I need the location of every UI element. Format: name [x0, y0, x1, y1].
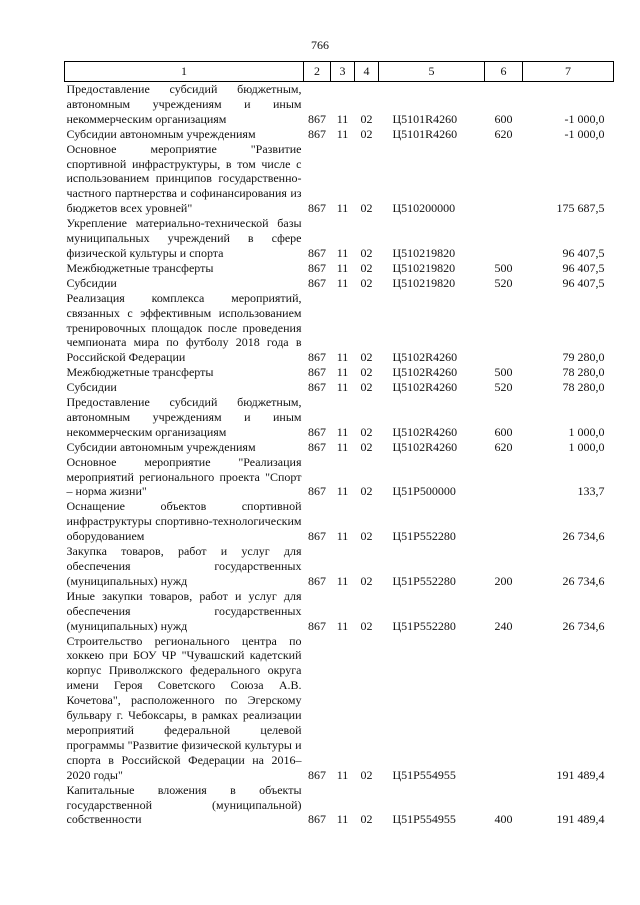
- row-section-code: 11: [336, 111, 349, 126]
- row-section-code: 11: [336, 484, 349, 499]
- row-amount: 191 489,4: [556, 812, 605, 827]
- table-body: [65, 82, 614, 828]
- table-row: [65, 365, 614, 380]
- row-ministry-code: 867: [308, 573, 326, 588]
- row-section-code: 11: [336, 350, 349, 365]
- row-section-code: 11: [336, 812, 349, 827]
- table-row: [65, 261, 614, 276]
- row-target-article: Ц5102R4260: [392, 439, 458, 454]
- row-item-name: Предоставление субсидий бюджетным, автономным учреждениям и иным некоммерческим организациям: [66, 82, 302, 126]
- row-target-article: Ц51Р552280: [392, 529, 456, 544]
- row-subsection-code: 02: [360, 573, 373, 588]
- row-subsection-code: 02: [360, 111, 373, 126]
- table-row: [65, 380, 614, 395]
- row-subsection-code: 02: [360, 260, 373, 275]
- row-subsection-code: 02: [360, 618, 373, 633]
- row-target-article: Ц51Р500000: [392, 484, 456, 499]
- row-ministry-code: 867: [308, 380, 326, 395]
- row-amount: -1 000,0: [564, 111, 605, 126]
- table-row: [65, 589, 614, 634]
- row-amount: 96 407,5: [562, 275, 605, 290]
- row-amount: 78 280,0: [562, 365, 605, 380]
- row-section-code: 11: [336, 275, 349, 290]
- row-subsection-code: 02: [360, 126, 373, 141]
- row-target-article: Ц5102R4260: [392, 424, 458, 439]
- row-item-name: Закупка товаров, работ и услуг для обеспечения государственных (муниципальных) нужд: [66, 544, 302, 588]
- row-item-name: Капитальные вложения в объекты государственной (муниципальной) собственности: [66, 782, 302, 827]
- row-subsection-code: 02: [360, 350, 373, 365]
- row-subsection-code: 02: [360, 365, 373, 380]
- row-expense-type: 240: [494, 618, 513, 633]
- row-expense-type: 200: [494, 573, 513, 588]
- row-expense-type: 500: [494, 365, 513, 380]
- row-amount: 78 280,0: [562, 380, 605, 395]
- row-subsection-code: 02: [360, 424, 373, 439]
- row-expense-type: [485, 455, 523, 500]
- row-expense-type: 400: [494, 812, 513, 827]
- row-target-article: Ц510219820: [392, 260, 456, 275]
- row-target-article: Ц5102R4260: [392, 380, 458, 395]
- table-row: [65, 142, 614, 217]
- table-row: [65, 440, 614, 455]
- row-item-name: Межбюджетные трансферты: [66, 365, 214, 380]
- row-ministry-code: 867: [308, 529, 326, 544]
- row-section-code: 11: [336, 365, 349, 380]
- row-subsection-code: 02: [360, 767, 373, 782]
- row-subsection-code: 02: [360, 275, 373, 290]
- row-ministry-code: 867: [308, 365, 326, 380]
- table-row: [65, 544, 614, 589]
- row-ministry-code: 867: [308, 812, 326, 827]
- row-amount: 26 734,6: [562, 618, 605, 633]
- row-item-name: Основное мероприятие "Реализация мероприятий регионального проекта "Спорт – норма жизни": [66, 454, 302, 499]
- row-target-article: Ц51Р554955: [392, 767, 456, 782]
- row-expense-type: [485, 142, 523, 217]
- row-ministry-code: 867: [308, 245, 326, 260]
- row-item-name: Межбюджетные трансферты: [66, 260, 214, 275]
- row-section-code: 11: [336, 380, 349, 395]
- row-amount: 1 000,0: [568, 424, 605, 439]
- row-section-code: 11: [336, 767, 349, 782]
- row-item-name: Строительство регионального центра по хоккею при БОУ ЧР "Чувашский кадетский корпус Приволжского федерального округа имени Героя Советского Союза А.В. Кочетова", расположенного по Эгерскому бульвару г. Чебоксары, в рамках реализации мероприятий федеральной целевой программы "Развитие физической культуры и спорта в Российской Федерации на 2016–2020 годы": [66, 633, 302, 782]
- row-section-code: 11: [336, 573, 349, 588]
- row-item-name: Субсидии: [66, 380, 117, 395]
- row-subsection-code: 02: [360, 529, 373, 544]
- row-item-name: Реализация комплекса мероприятий, связанных с эффективным использованием тренировочных площадок после проведения чемпионата мира по футболу 2018 года в Российской Федерации: [66, 290, 302, 365]
- row-ministry-code: 867: [308, 111, 326, 126]
- row-target-article: Ц51Р554955: [392, 812, 456, 827]
- row-item-name: Оснащение объектов спортивной инфраструктуры спортивно-технологическим оборудованием: [66, 499, 302, 544]
- row-target-article: Ц5102R4260: [392, 365, 458, 380]
- row-ministry-code: 867: [308, 424, 326, 439]
- table-row: [65, 499, 614, 544]
- row-item-name: Субсидии автономным учреждениям: [66, 126, 256, 141]
- row-amount: 96 407,5: [562, 245, 605, 260]
- row-ministry-code: 867: [308, 618, 326, 633]
- row-section-code: 11: [336, 245, 349, 260]
- row-amount: -1 000,0: [564, 126, 605, 141]
- column-header: 1: [65, 62, 304, 82]
- row-item-name: Укрепление материально-технической базы муниципальных учреждений в сфере физической культуры и спорта: [66, 216, 302, 260]
- table-row: [65, 455, 614, 500]
- row-amount: 96 407,5: [562, 260, 605, 275]
- row-expense-type: [485, 634, 523, 783]
- column-header: 6: [485, 62, 523, 82]
- row-amount: 26 734,6: [562, 573, 605, 588]
- column-header: 2: [304, 62, 331, 82]
- row-item-name: Субсидии: [66, 275, 117, 290]
- column-header: 4: [355, 62, 379, 82]
- row-amount: 79 280,0: [562, 350, 605, 365]
- table-row: [65, 783, 614, 828]
- table-header-row: [65, 62, 614, 82]
- row-expense-type: 600: [494, 424, 513, 439]
- row-ministry-code: 867: [308, 439, 326, 454]
- row-subsection-code: 02: [360, 201, 373, 216]
- row-ministry-code: 867: [308, 126, 326, 141]
- row-subsection-code: 02: [360, 439, 373, 454]
- table-row: [65, 82, 614, 127]
- row-ministry-code: 867: [308, 767, 326, 782]
- row-expense-type: 520: [494, 275, 513, 290]
- row-section-code: 11: [336, 439, 349, 454]
- row-ministry-code: 867: [308, 275, 326, 290]
- row-item-name: Основное мероприятие "Развитие спортивной инфраструктуры, в том числе с использованием принципов государственно-частного партнерства и софинансирования из бюджетов всех уровней": [66, 141, 302, 216]
- row-ministry-code: 867: [308, 350, 326, 365]
- page-number: 766: [311, 38, 329, 52]
- row-expense-type: [485, 291, 523, 366]
- row-section-code: 11: [336, 424, 349, 439]
- table-row: [65, 291, 614, 366]
- row-target-article: Ц51Р552280: [392, 573, 456, 588]
- row-amount: 191 489,4: [556, 767, 605, 782]
- row-section-code: 11: [336, 201, 349, 216]
- column-header: 3: [331, 62, 355, 82]
- table-row: [65, 276, 614, 291]
- table-row: [65, 634, 614, 783]
- row-subsection-code: 02: [360, 380, 373, 395]
- row-subsection-code: 02: [360, 484, 373, 499]
- row-target-article: Ц510219820: [392, 275, 456, 290]
- row-target-article: Ц5101R4260: [392, 111, 458, 126]
- row-amount: 133,7: [577, 484, 605, 499]
- row-ministry-code: 867: [308, 260, 326, 275]
- row-item-name: Субсидии автономным учреждениям: [66, 439, 256, 454]
- row-expense-type: 500: [494, 260, 513, 275]
- row-expense-type: 520: [494, 380, 513, 395]
- row-target-article: Ц5102R4260: [392, 350, 458, 365]
- row-subsection-code: 02: [360, 812, 373, 827]
- row-item-name: Иные закупки товаров, работ и услуг для обеспечения государственных (муниципальных) нужд: [66, 588, 302, 633]
- column-header: 5: [379, 62, 485, 82]
- row-target-article: Ц510219820: [392, 245, 456, 260]
- row-ministry-code: 867: [308, 484, 326, 499]
- row-target-article: Ц51Р552280: [392, 618, 456, 633]
- row-ministry-code: 867: [308, 201, 326, 216]
- row-subsection-code: 02: [360, 245, 373, 260]
- column-header: 7: [523, 62, 614, 82]
- row-target-article: Ц5101R4260: [392, 126, 458, 141]
- row-expense-type: [485, 216, 523, 261]
- row-amount: 1 000,0: [568, 439, 605, 454]
- budget-table: [64, 61, 614, 827]
- table-row: [65, 216, 614, 261]
- row-expense-type: 620: [494, 439, 513, 454]
- row-section-code: 11: [336, 529, 349, 544]
- row-item-name: Предоставление субсидий бюджетным, автономным учреждениям и иным некоммерческим организациям: [66, 395, 302, 439]
- row-expense-type: 600: [494, 111, 513, 126]
- row-expense-type: 620: [494, 126, 513, 141]
- row-section-code: 11: [336, 126, 349, 141]
- table-row: [65, 127, 614, 142]
- row-section-code: 11: [336, 618, 349, 633]
- row-amount: 26 734,6: [562, 529, 605, 544]
- row-section-code: 11: [336, 260, 349, 275]
- row-expense-type: [485, 499, 523, 544]
- table-row: [65, 395, 614, 440]
- row-target-article: Ц510200000: [392, 201, 456, 216]
- row-amount: 175 687,5: [556, 201, 605, 216]
